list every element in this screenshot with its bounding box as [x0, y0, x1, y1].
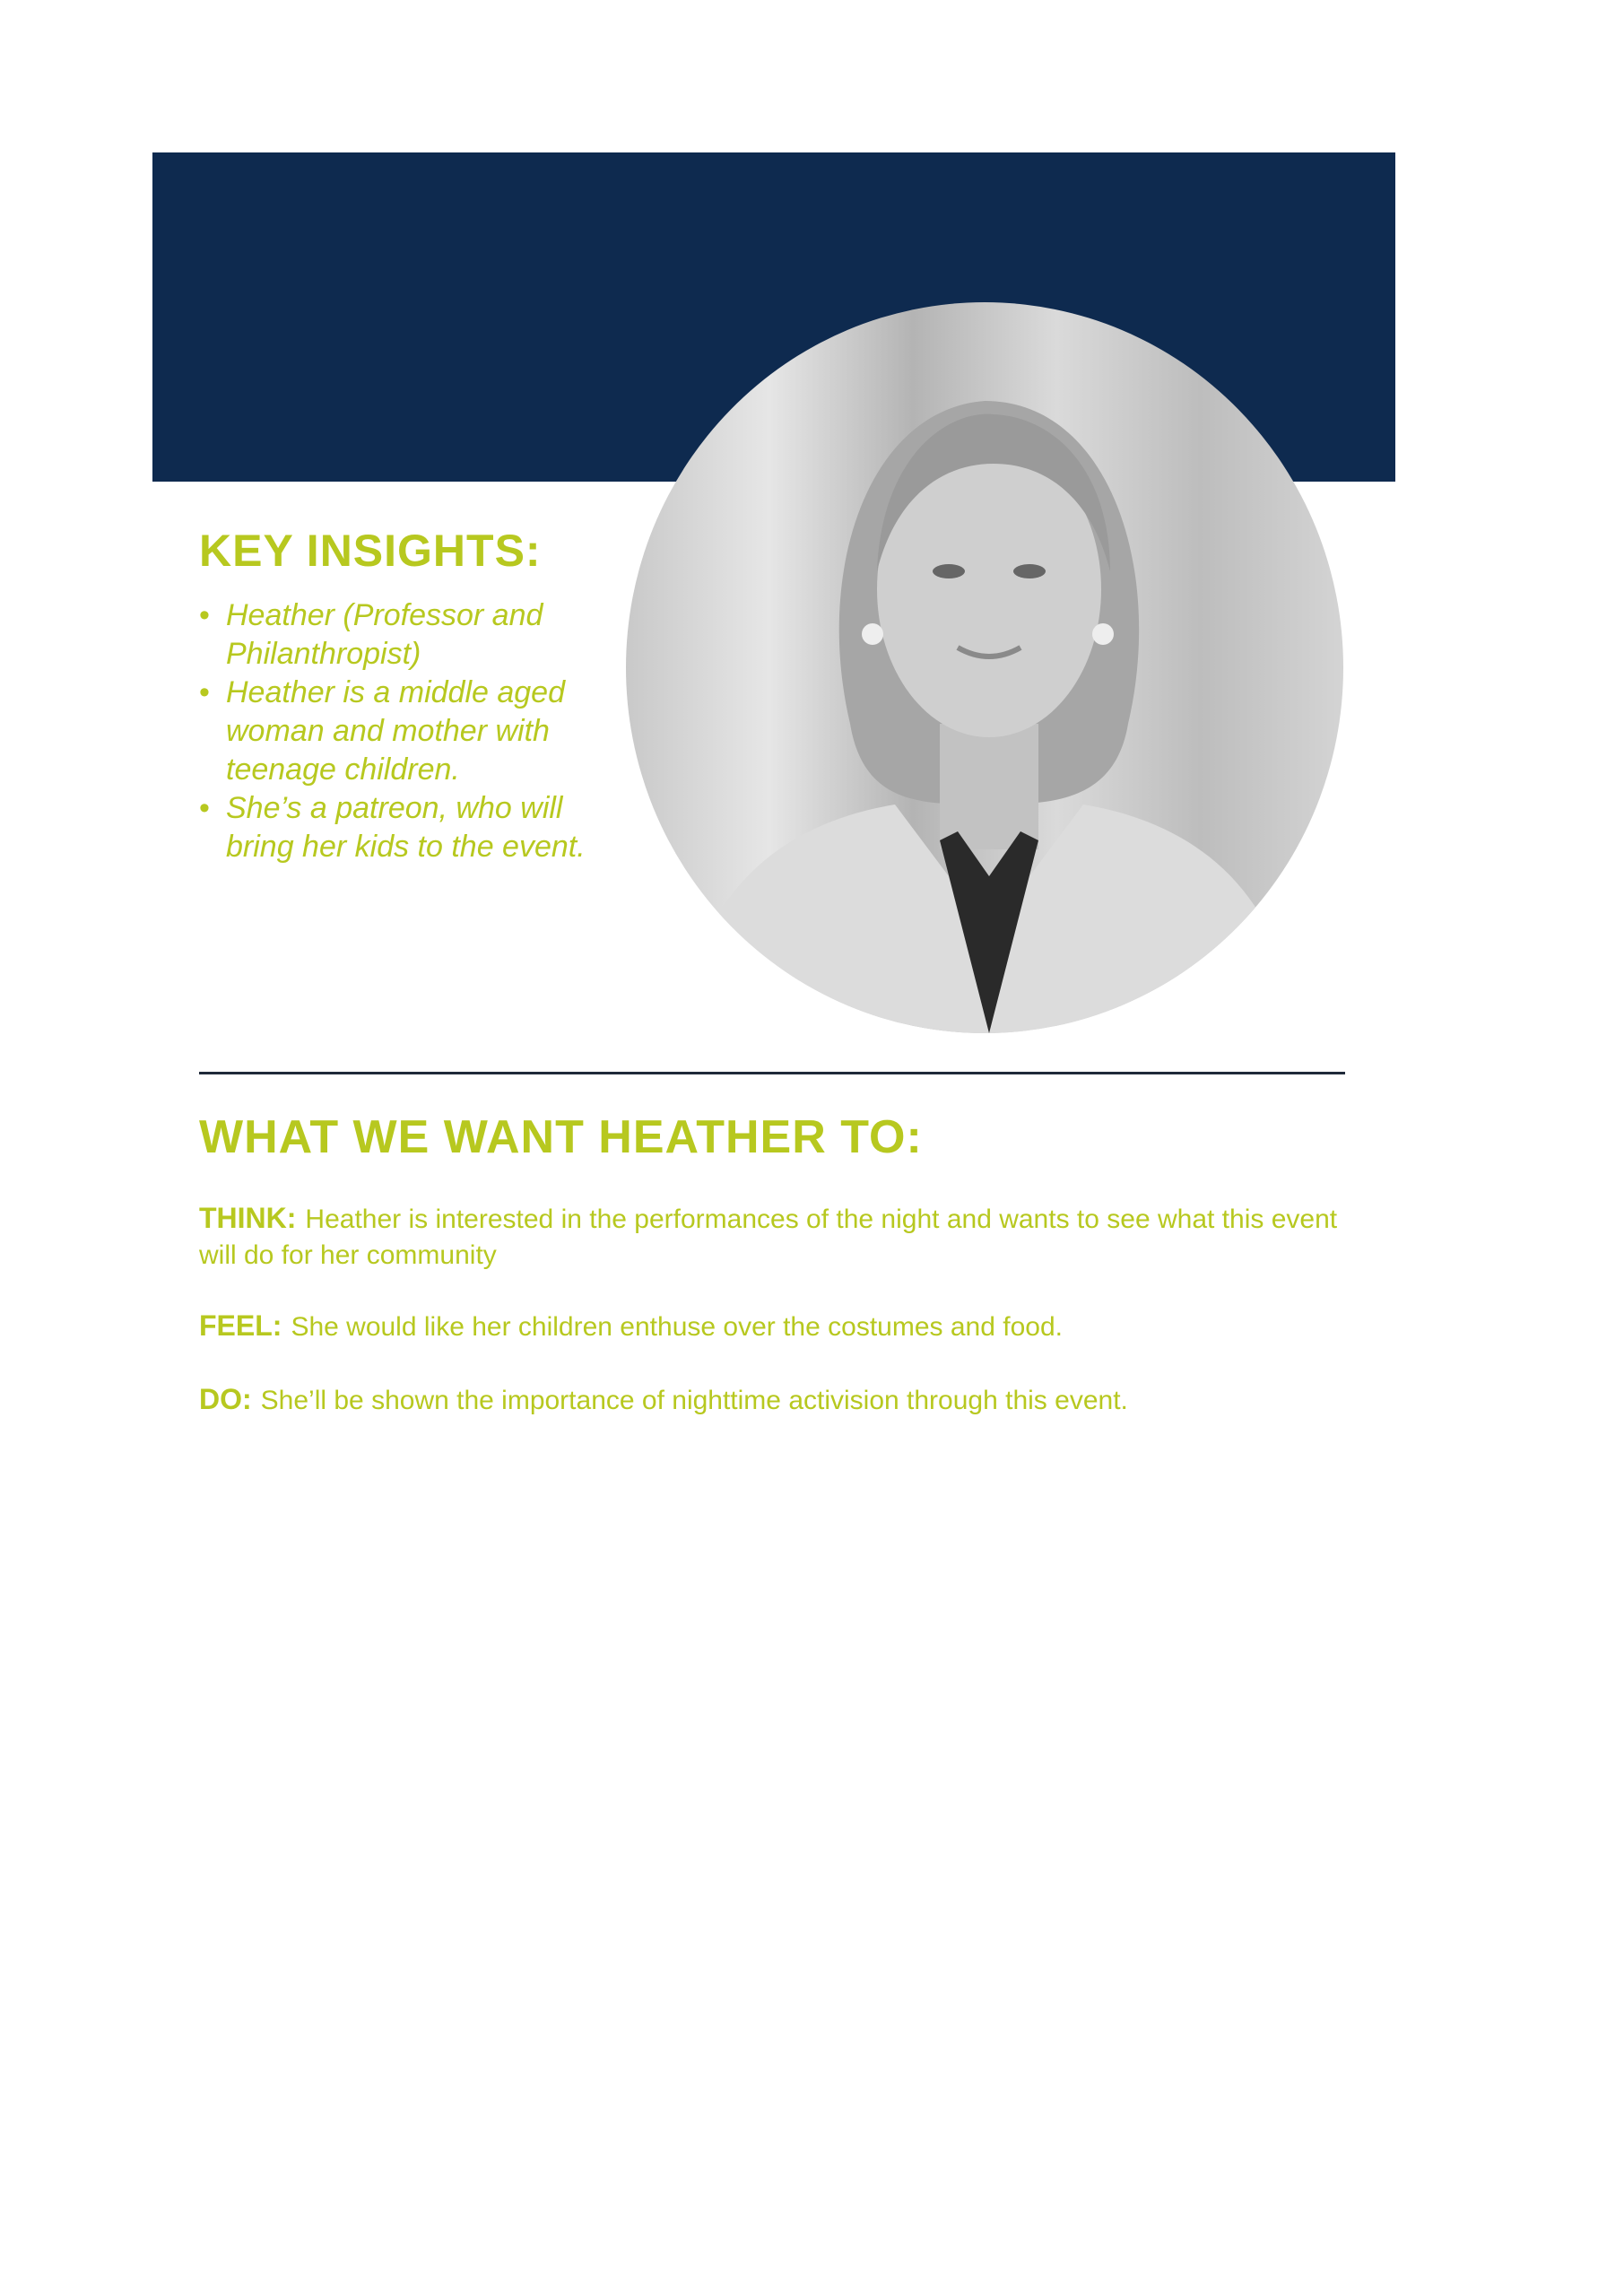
person-photo-icon	[626, 302, 1343, 1033]
do-statement	[199, 1381, 1356, 1419]
bullet-icon: •	[199, 598, 210, 632]
feel-statement	[199, 1308, 1356, 1345]
do-text: She’ll be shown the importance of nighttime activision through this event.	[260, 1386, 1128, 1415]
feel-text: She would like her children enthuse over the costumes and food.	[291, 1312, 1063, 1342]
insight-text: Heather is a middle aged woman and mother with teenage children.	[226, 675, 566, 787]
goals-title: WHAT WE WANT HEATHER TO:	[199, 1111, 923, 1163]
bullet-icon: •	[199, 791, 210, 825]
insight-text: She’s a patreon, who will bring her kids to the event.	[226, 791, 586, 864]
think-text: Heather is interested in the performances of the night and wants to see what this event will do for her community	[199, 1205, 1338, 1270]
list-item	[199, 596, 621, 674]
key-insights-title: KEY INSIGHTS:	[199, 526, 542, 576]
list-item	[199, 789, 621, 866]
feel-label: FEEL:	[199, 1309, 282, 1342]
key-insights-list	[199, 596, 621, 866]
list-item	[199, 674, 621, 789]
think-statement	[199, 1200, 1356, 1274]
do-label: DO:	[199, 1383, 252, 1415]
bullet-icon: •	[199, 675, 210, 709]
insight-text: Heather (Professor and Philanthropist)	[226, 598, 543, 671]
think-label: THINK:	[199, 1202, 297, 1234]
section-divider	[199, 1072, 1345, 1074]
portrait-photo	[626, 302, 1343, 1033]
